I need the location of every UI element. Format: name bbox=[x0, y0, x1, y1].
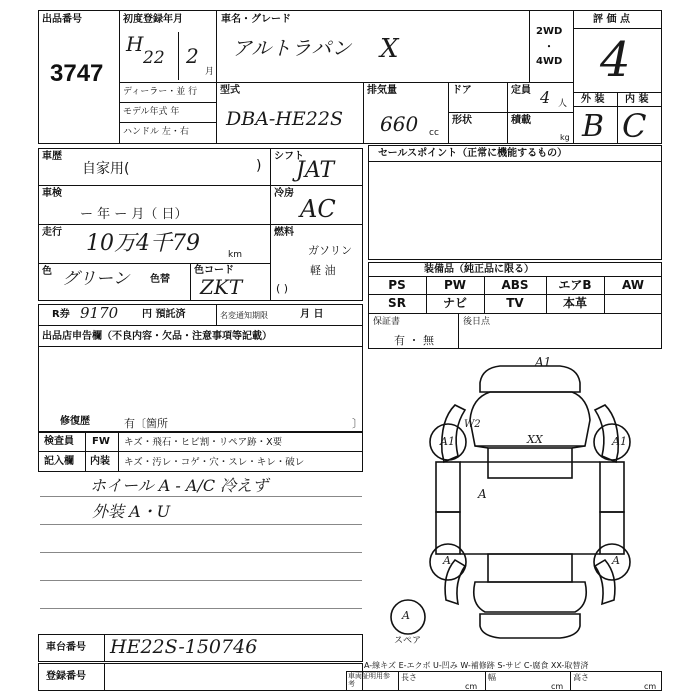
damage-mark-roof: XX bbox=[527, 433, 543, 446]
recycle-label: R券 bbox=[52, 309, 70, 320]
ext-grade-label: 外 装 bbox=[581, 94, 605, 105]
height-unit: cm bbox=[644, 682, 657, 691]
title-deadline-label: 名変通知期限 bbox=[220, 311, 268, 320]
month-unit: 月 bbox=[205, 67, 215, 77]
damage-mark-wheel-rr: A bbox=[612, 554, 620, 567]
usage-value: 自家用( bbox=[82, 161, 130, 177]
type-value: DBA-HE22S bbox=[226, 108, 343, 130]
chassis-label: 車台番号 bbox=[46, 642, 86, 653]
damage-mark-wheel-rl: A bbox=[443, 554, 451, 567]
sales-point-label: セールスポイント（正常に機能するもの） bbox=[378, 148, 568, 159]
color-value: グリーン bbox=[62, 269, 130, 289]
load-label: 積載 bbox=[511, 115, 531, 126]
lot-number: 3747 bbox=[50, 60, 104, 87]
type-label: 型式 bbox=[220, 85, 240, 96]
damage-mark-door: A bbox=[478, 487, 487, 501]
displacement-label: 排気量 bbox=[367, 85, 397, 96]
shape-label: 形状 bbox=[452, 115, 472, 126]
note-line-2: 外装 A・U bbox=[92, 502, 171, 521]
ac-label: 冷房 bbox=[274, 188, 294, 199]
mileage-value: 10万4千79 bbox=[86, 231, 200, 256]
drive-2wd: 2WD bbox=[536, 26, 563, 37]
usage-close: ) bbox=[256, 158, 262, 174]
first-reg-year: 22 bbox=[143, 48, 165, 68]
interior-label: 内装 bbox=[90, 456, 110, 467]
equip-leather: 本革 bbox=[562, 296, 587, 310]
equip-abs: ABS bbox=[501, 278, 529, 292]
cc-unit: cc bbox=[429, 128, 439, 138]
model-year-label: モデル年式 年 bbox=[123, 107, 180, 117]
inspection-label: 車検 bbox=[42, 188, 62, 199]
damage-mark-wheel-fl: A1 bbox=[440, 435, 455, 448]
fuel-paren: ( ) bbox=[276, 282, 289, 295]
drive-4wd: 4WD bbox=[536, 56, 563, 67]
shift-label: シフト bbox=[274, 151, 304, 162]
repair-close: 〕 bbox=[352, 417, 363, 430]
recycle-value: 9170 bbox=[80, 304, 119, 322]
door-label: ドア bbox=[452, 85, 472, 96]
width-unit: cm bbox=[551, 682, 564, 691]
color-code-label: 色コード bbox=[194, 265, 234, 276]
length-unit: cm bbox=[465, 682, 478, 691]
registration-box bbox=[38, 663, 363, 691]
fw-items: キズ・飛石・ヒビ割・リペア跡・X要 bbox=[124, 437, 283, 448]
fw-label: FW bbox=[92, 436, 110, 447]
equip-navi: ナビ bbox=[442, 296, 467, 310]
ext-grade-value: B bbox=[582, 109, 605, 144]
color-label: 色 bbox=[42, 266, 52, 277]
warranty-value: 有 ・ 無 bbox=[394, 334, 434, 347]
handle-label: ハンドル 左・右 bbox=[123, 127, 189, 137]
repair-label: 修復歴 bbox=[60, 416, 90, 427]
width-label: 幅 bbox=[488, 673, 496, 682]
score-value: 4 bbox=[600, 32, 631, 88]
lot-label: 出品番号 bbox=[42, 14, 82, 25]
chassis-value: HE22S-150746 bbox=[110, 636, 258, 658]
spare-label: スペア bbox=[394, 636, 422, 646]
displacement-value: 660 bbox=[380, 112, 419, 136]
title-deadline-date: 月 日 bbox=[300, 309, 324, 320]
inspector-label: 検査員 bbox=[44, 436, 74, 447]
first-reg-era: H bbox=[126, 32, 144, 56]
cert-label: 車両証明用参考 bbox=[348, 672, 390, 688]
int-grade-label: 内 装 bbox=[625, 94, 649, 105]
first-reg-month: 2 bbox=[186, 44, 199, 68]
mileage-unit: km bbox=[228, 250, 242, 260]
capacity-label: 定員 bbox=[511, 85, 531, 96]
kg-unit: kg bbox=[560, 133, 570, 142]
fuel-alt: 軽 油 bbox=[310, 264, 336, 277]
warranty-label: 保証書 bbox=[373, 317, 401, 327]
entry-label: 記入欄 bbox=[44, 456, 74, 467]
mileage-label: 走行 bbox=[42, 227, 62, 238]
equip-pw: PW bbox=[443, 278, 467, 292]
ac-value: AC bbox=[300, 195, 336, 223]
recycle-unit: 円 預託済 bbox=[142, 309, 186, 320]
damage-legend: A-線キズ E-エクボ U-凹み W-補修跡 S-サビ C-腐食 XX-取替済 bbox=[364, 661, 589, 670]
model-name: アルトラパン bbox=[232, 36, 352, 60]
int-grade-value: C bbox=[622, 107, 647, 145]
damage-mark-wheel-fr: A1 bbox=[612, 435, 627, 448]
damage-mark-spare: A bbox=[402, 609, 410, 622]
declaration-label: 出品店申告欄（不良内容・欠品・注意事項等記載） bbox=[42, 331, 272, 342]
damage-mark-side: W2 bbox=[464, 419, 481, 430]
equipment-label: 装備品（純正品に限る） bbox=[424, 264, 534, 275]
fuel-label: 燃料 bbox=[274, 227, 294, 238]
inspection-value: ー 年 ー 月（ 日） bbox=[80, 207, 188, 222]
inspection-date-label: 後日点 bbox=[463, 317, 491, 327]
equip-aw: AW bbox=[622, 278, 644, 292]
first-reg-label: 初度登録年月 bbox=[123, 14, 183, 25]
score-label: 評 価 点 bbox=[593, 14, 630, 25]
model-grade: X bbox=[380, 34, 399, 64]
damage-mark-top: A1 bbox=[535, 355, 552, 369]
note-line-1: ホイール A - A/C 冷えず bbox=[90, 476, 269, 495]
shift-value: JAT bbox=[296, 158, 335, 183]
usage-label: 車歴 bbox=[42, 151, 62, 162]
interior-items: キズ・汚レ・コゲ・穴・スレ・キレ・破レ bbox=[124, 457, 305, 468]
registration-label: 登録番号 bbox=[46, 671, 86, 682]
fuel-value: ガソリン bbox=[308, 244, 352, 257]
equip-ps: PS bbox=[388, 278, 406, 292]
dealer-label: ディーラー・並 行 bbox=[123, 87, 198, 97]
length-label: 長さ bbox=[401, 673, 417, 682]
capacity-value: 4 bbox=[540, 88, 551, 107]
color-code-value: ZKT bbox=[200, 275, 243, 299]
height-label: 高さ bbox=[573, 673, 589, 682]
drive-dot: ・ bbox=[544, 42, 554, 53]
capacity-unit: 人 bbox=[558, 99, 568, 109]
color-change-label: 色替 bbox=[150, 274, 170, 285]
repair-value: 有〔箇所 bbox=[124, 417, 168, 430]
model-label: 車名・グレード bbox=[221, 14, 291, 25]
equip-tv: TV bbox=[506, 296, 524, 310]
equip-airbag: エアB bbox=[558, 278, 592, 292]
equip-sr: SR bbox=[388, 296, 406, 310]
